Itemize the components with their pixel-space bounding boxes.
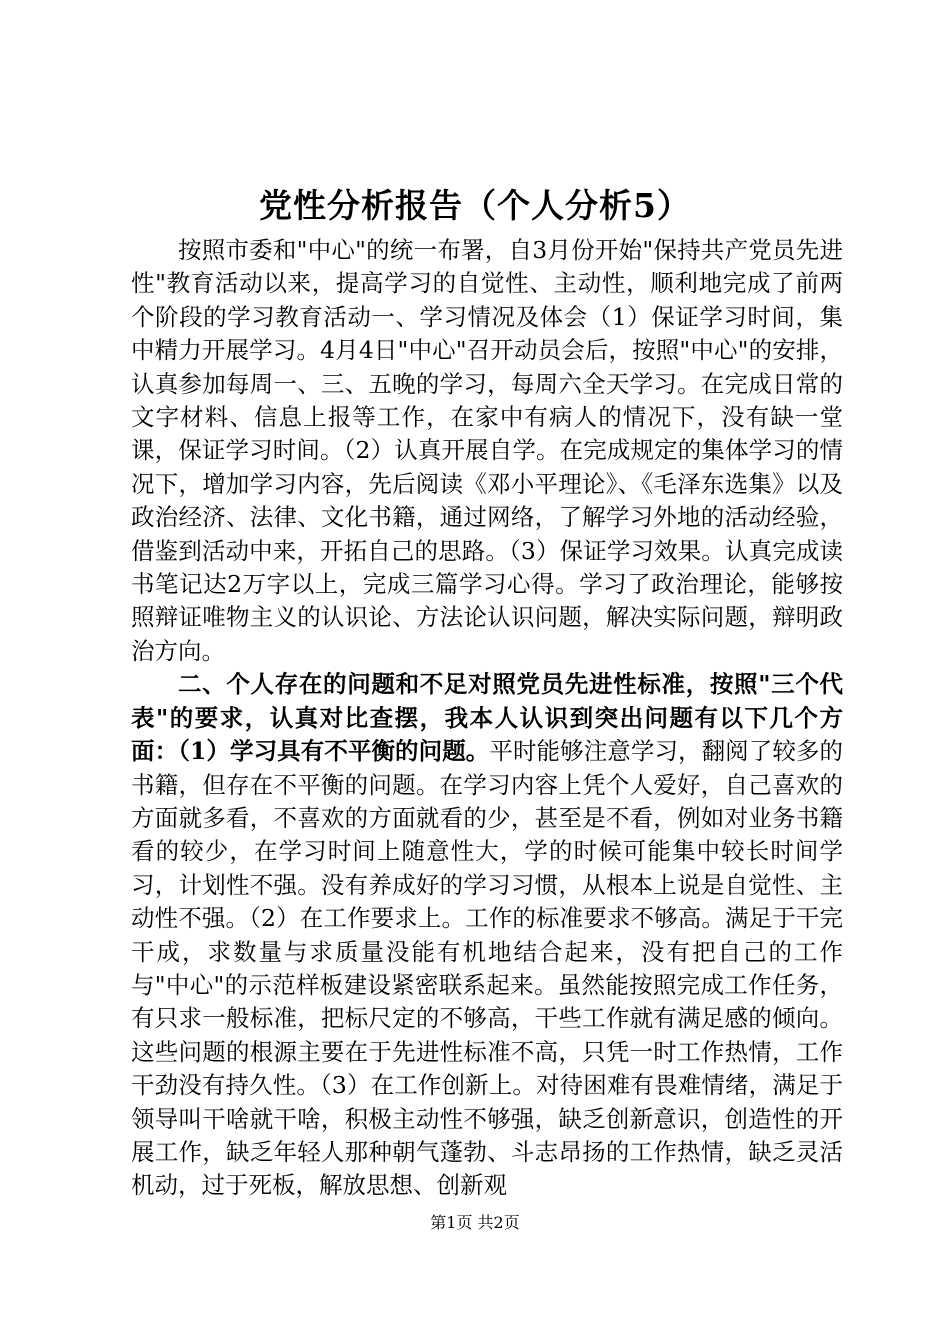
paragraph-problems [131,668,843,1203]
document-title: 党性分析报告（个人分析5） [259,186,691,225]
paragraph-study-experience: 按照市委和"中心"的统一布署，自3月份开始"保持共产党员先进性"教育活动以来，提高学习的自觉性、主动性，顺利地完成了前两个阶段的学习教育活动一、学习情况及体会（1）保证学习时间，集中精力开展学习。4月4日"中心"召开动员会后，按照"中心"的安排，认真参加每周一、三、五晚的学习，每周六全天学习。在完成日常的文字材料、信息上报等工作，在家中有病人的情况下，没有缺一堂课，保证学习时间。（2）认真开展自学。在完成规定的集体学习的情况下，增加学习内容，先后阅读《邓小平理论》、《毛泽东选集》以及政治经济、法律、文化书籍，通过网络，了解学习外地的活动经验，借鉴到活动中来，开拓自己的思路。（3）保证学习效果。认真完成读书笔记达2万字以上，完成三篇学习心得。学习了政治理论，能够按照辩证唯物主义的认识论、方法论认识问题，解决实际问题，辩明政治方向。 [131,236,843,665]
paragraph-problems-heading: 二、个人存在的问题和不足对照党员先进性标准，按照"三个代表"的要求，认真对比查摆，我本人认识到突出问题有以下几个方面：（1）学习具有不平衡的问题。 [131,670,843,766]
page-footer: 第1页 共2页 [430,1213,520,1232]
paragraph-problems-text: 平时能够注意学习，翻阅了较多的书籍，但存在不平衡的问题。在学习内容上凭个人爱好，自己喜欢的方面就多看，不喜欢的方面就看的少，甚至是不看，例如对业务书籍看的较少，在学习时间上随意性大，学的时候可能集中较长时间学习，计划性不强。没有养成好的学习习惯，从根本上说是自觉性、主动性不强。（2）在工作要求上。工作的标准要求不够高。满足于干完干成，求数量与求质量没能有机地结合起来，没有把自己的工作与"中心"的示范样板建设紧密联系起来。虽然能按照完成工作任务，有只求一般标准，把标尺定的不够高，干些工作就有满足感的倾向。这些问题的根源主要在于先进性标准不高，只凭一时工作热情，工作干劲没有持久性。（3）在工作创新上。对待困难有畏难情绪，满足于领导叫干啥就干啥，积极主动性不够强，缺乏创新意识，创造性的开展工作，缺乏年轻人那种朝气蓬勃、斗志昂扬的工作热情，缺乏灵活机动，过于死板，解放思想、创新观 [131,737,844,1200]
document-body [131,234,843,1203]
